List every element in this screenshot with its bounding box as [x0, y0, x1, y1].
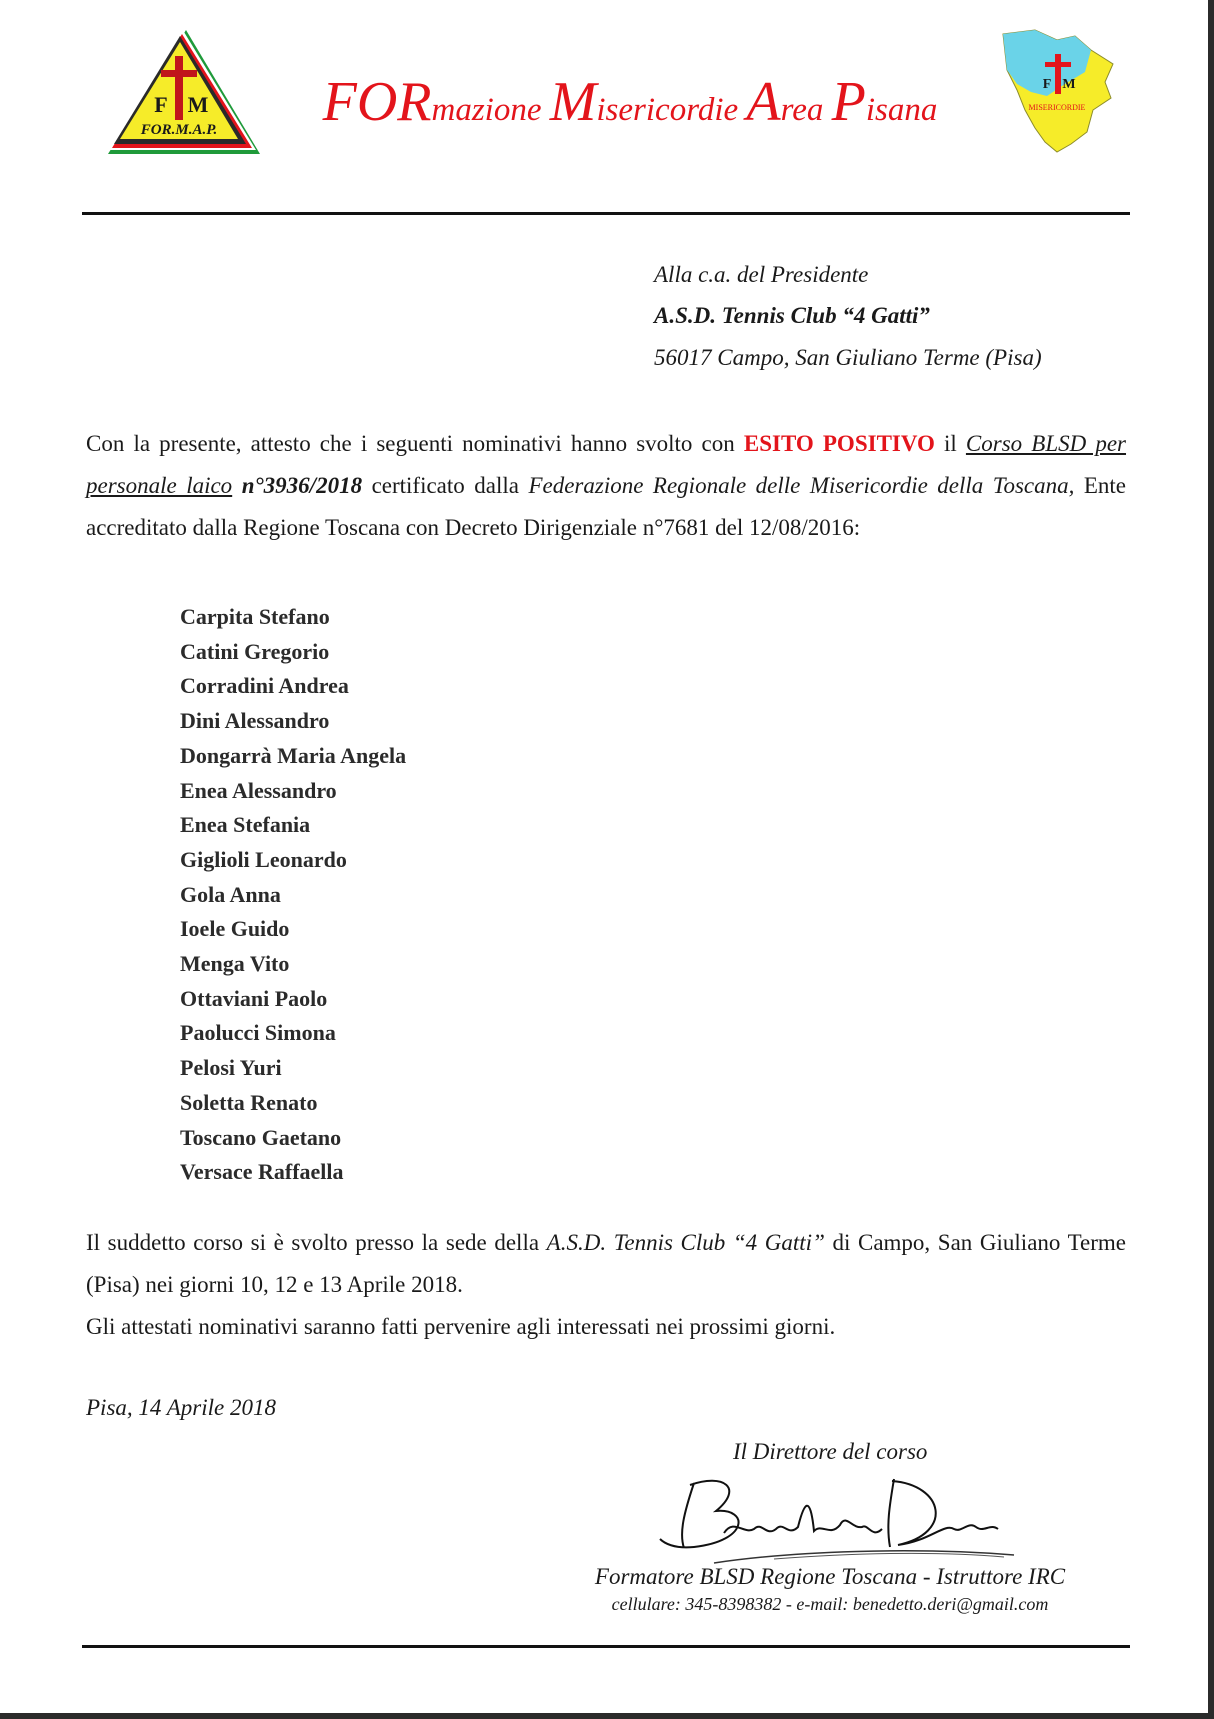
list-item: Enea Alessandro: [180, 777, 337, 803]
list-item: Dongarrà Maria Angela: [180, 742, 407, 768]
misericordie-toscana-logo: [995, 26, 1117, 156]
list-item: Ioele Guido: [180, 916, 290, 942]
letter-date: Pisa, 14 Aprile 2018: [86, 1395, 276, 1420]
title-part-2: Misericordie: [549, 71, 747, 133]
svg-text:F: F: [154, 92, 168, 117]
signature-title: Il Direttore del corso: [733, 1439, 928, 1464]
list-item: Carpita Stefano: [180, 604, 330, 629]
recipient-line-2: A.S.D. Tennis Club “4 Gatti”: [654, 303, 930, 328]
federation-name: Federazione Regionale delle Misericordie della Toscana,: [528, 473, 1075, 498]
svg-text:M: M: [187, 92, 209, 117]
page-border-bottom: [0, 1713, 1214, 1719]
list-item: Paolucci Simona: [180, 1020, 336, 1046]
outro-note: Gli attestati nominativi saranno fatti pervenire agli interessati nei prossimi giorni.: [86, 1314, 836, 1339]
list-item: Gola Anna: [180, 881, 281, 907]
title-part-4: Pisana: [831, 71, 938, 133]
signature-role: Formatore BLSD Regione Toscana - Istruttore IRC: [594, 1564, 1066, 1589]
list-item: Toscano Gaetano: [180, 1124, 342, 1150]
list-item: Menga Vito: [180, 951, 290, 977]
list-item: Dini Alessandro: [180, 708, 330, 734]
list-item: Pelosi Yuri: [180, 1055, 282, 1081]
formap-logo: [104, 26, 264, 162]
list-item: Corradini Andrea: [180, 673, 349, 699]
list-item: Enea Stefania: [180, 812, 311, 838]
title-part-3: Area: [746, 71, 832, 133]
outro-paragraph: Il suddetto corso si è svolto presso la sede della A.S.D. Tennis Club “4 Gatti” di Campo, San Giuliano Terme (Pisa) nei giorni 10, 12 e 13 Aprile 2018.: [86, 1230, 1127, 1297]
recipient-line-3: 56017 Campo, San Giuliano Terme (Pisa): [654, 345, 1042, 370]
svg-text:M: M: [1062, 77, 1076, 92]
intro-paragraph: Con la presente, attesto che i seguenti nominativi hanno svolto con ESITO POSITIVO il Corso BLSD per personale laico n°3936/2018 certificato dalla Federazione Regionale delle Misericordie della Toscana, Ente accreditato dalla Regione Toscana con Decreto Dirigenziale n°7681 del 12/08/2016:: [86, 431, 1127, 540]
list-item: Versace Raffaella: [180, 1159, 344, 1185]
course-number: n°3936/2018: [241, 473, 363, 498]
course-name: Corso BLSD per personale laico: [86, 431, 1127, 498]
signature-contact: cellulare: 345-8398382 - e-mail: benedetto.deri@gmail.com: [611, 1594, 1049, 1614]
header-title: [270, 70, 990, 134]
svg-text:F: F: [1042, 77, 1052, 92]
esito-positivo: ESITO POSITIVO: [743, 431, 935, 456]
footer-divider: [82, 1645, 1130, 1648]
handwritten-signature: [654, 1463, 1024, 1568]
title-part-1: FORmazione: [322, 71, 550, 133]
list-item: Catini Gregorio: [180, 638, 330, 664]
participants-list: [180, 600, 406, 1190]
page-border-right: [1208, 0, 1214, 1719]
list-item: Soletta Renato: [180, 1089, 318, 1115]
recipient-line-1: Alla c.a. del Presidente: [654, 262, 869, 287]
logo-right-text: MISERICORDIE: [1028, 103, 1086, 112]
logo-left-text: FOR.M.A.P.: [140, 122, 218, 138]
header-divider: [82, 212, 1130, 215]
list-item: Giglioli Leonardo: [180, 846, 347, 872]
venue-name: A.S.D. Tennis Club “4 Gatti”: [546, 1230, 825, 1255]
list-item: Ottaviani Paolo: [180, 985, 328, 1011]
